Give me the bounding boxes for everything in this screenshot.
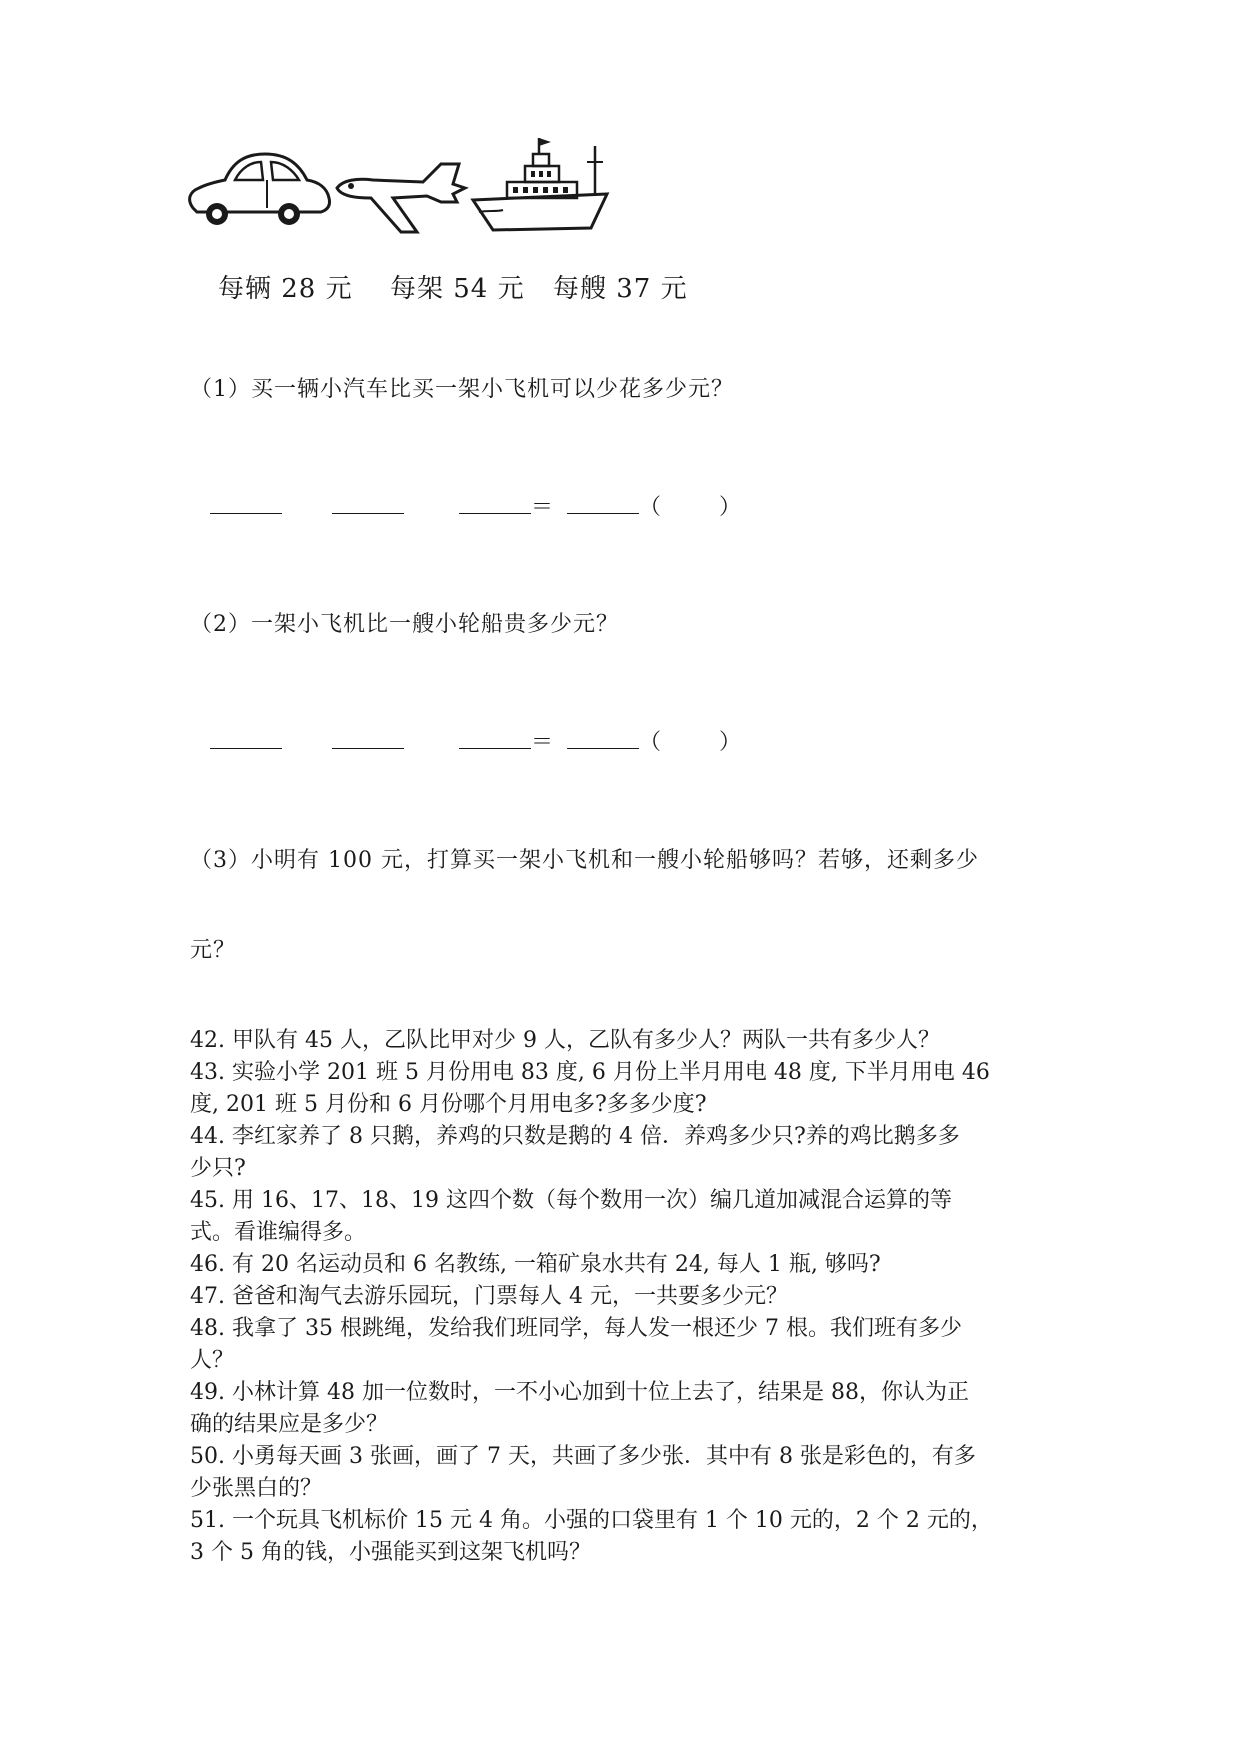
equals-sign: ＝ xyxy=(531,730,554,755)
answer-blank[interactable] xyxy=(567,499,639,514)
equals-sign: ＝ xyxy=(531,495,554,520)
question-1: （1）买一辆小汽车比买一架小飞机可以少花多少元？ xyxy=(190,377,734,402)
problem-line: 47. 爸爸和淘气去游乐园玩，门票每人 4 元，一共要多少元？ xyxy=(190,1284,788,1309)
problem-line: 48. 我拿了 35 根跳绳，发给我们班同学，每人发一根还少 7 根。我们班有多少 xyxy=(190,1316,962,1341)
question-2: （2）一架小飞机比一艘小轮船贵多少元？ xyxy=(190,612,619,637)
paren-close: ） xyxy=(719,495,742,520)
answer-blank[interactable] xyxy=(567,734,639,749)
answer-blank[interactable] xyxy=(332,499,404,514)
question-3-line-2: 元？ xyxy=(190,938,237,963)
answer-row-1 xyxy=(210,490,741,521)
problem-list xyxy=(190,1025,1050,1569)
problem-line: 50. 小勇每天画 3 张画，画了 7 天，共画了多少张．其中有 8 张是彩色的，有多 xyxy=(190,1444,976,1469)
problem-line: 少只? xyxy=(190,1156,246,1181)
paren-open: （ xyxy=(639,495,662,520)
car-icon xyxy=(185,150,335,230)
answer-blank[interactable] xyxy=(332,734,404,749)
problem-line: 42. 甲队有 45 人，乙队比甲对少 9 人，乙队有多少人？两队一共有多少人？ xyxy=(190,1028,940,1053)
problem-line: 43. 实验小学 201 班 5 月份用电 83 度, 6 月份上半月用电 48 度, 下半月用电 46 xyxy=(190,1060,990,1085)
problem-line: 式。看谁编得多。 xyxy=(190,1220,367,1245)
problem-line: 46. 有 20 名运动员和 6 名教练, 一箱矿泉水共有 24, 每人 1 瓶, 够吗? xyxy=(190,1252,881,1277)
paren-open: （ xyxy=(639,730,662,755)
problem-line: 少张黑白的？ xyxy=(190,1476,323,1501)
ship-icon xyxy=(467,132,617,242)
problem-line: 3 个 5 角的钱，小强能买到这架飞机吗？ xyxy=(190,1540,591,1565)
problem-line: 45. 用 16、17、18、19 这四个数（每个数用一次）编几道加减混合运算的等 xyxy=(190,1188,952,1213)
airplane-icon xyxy=(333,158,473,236)
car-price-label: 每辆 28 元 xyxy=(218,274,353,304)
answer-row-2 xyxy=(210,725,741,756)
answer-blank[interactable] xyxy=(459,734,531,749)
answer-blank[interactable] xyxy=(459,499,531,514)
problem-line: 51. 一个玩具飞机标价 15 元 4 角。小强的口袋里有 1 个 10 元的，2 个 2 元的， xyxy=(190,1508,993,1533)
paren-close: ） xyxy=(719,730,742,755)
ship-price-label: 每艘 37 元 xyxy=(553,274,688,304)
problem-line: 确的结果应是多少？ xyxy=(190,1412,389,1437)
problem-line: 44. 李红家养了 8 只鹅，养鸡的只数是鹅的 4 倍．养鸡多少只?养的鸡比鹅多多 xyxy=(190,1124,960,1149)
airplane-price-label: 每架 54 元 xyxy=(390,274,525,304)
answer-blank[interactable] xyxy=(210,499,282,514)
problem-line: 度, 201 班 5 月份和 6 月份哪个月用电多?多多少度? xyxy=(190,1092,707,1117)
problem-line: 49. 小林计算 48 加一位数时，一不小心加到十位上去了，结果是 88，你认为正 xyxy=(190,1380,969,1405)
question-3-line-1: （3）小明有 100 元，打算买一架小飞机和一艘小轮船够吗？若够，还剩多少 xyxy=(190,848,979,873)
answer-blank[interactable] xyxy=(210,734,282,749)
problem-line: 人？ xyxy=(190,1348,235,1373)
